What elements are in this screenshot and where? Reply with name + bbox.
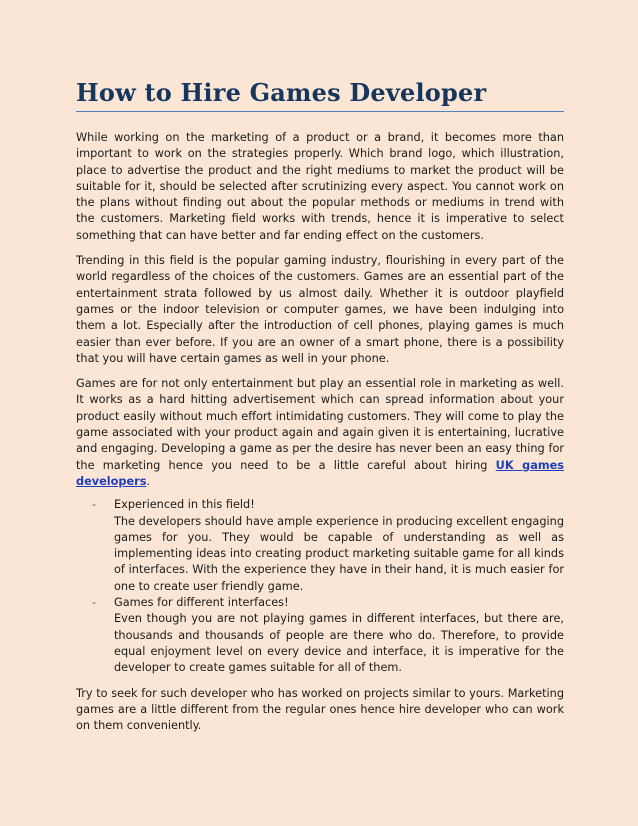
uk-games-developers-link[interactable]: UK games developers — [76, 458, 565, 488]
paragraph-1: While working on the marketing of a product or a brand, it becomes more than important to work on the strategies properly. Which brand logo, which illustration, place to advertise the product and the right mediums to market the product will be suitable for it, should be selected after scrutinizing every aspect. You cannot work on the plans without finding out about the popular methods or mediums in trend with the customers. Marketing field works with trends, hence it is imperative to select something that can have better and far ending effect on the customers. — [76, 131, 564, 242]
list-item-body: Even though you are not playing games in different interfaces, but there are, thousands and thousands of people are there who do. Therefore, to provide equal enjoyment level on every device and interface, it is imperative for the developer to create games suitable for all of them. — [114, 612, 564, 675]
paragraph-3-end: . — [146, 474, 151, 488]
paragraph-3-text: Games are for not only entertainment but play an essential role in marketing as well. It works as a hard hitting advertisement which can spread information about your product easily without much effort intimidating customers. They will come to play the game associated with your product again and again given it is entertaining, lucrative and engaging. Developing a game as per the desire has never been an easy thing for the marketing hence you need to be a little careful about hiring — [76, 377, 564, 472]
list-item — [76, 595, 564, 676]
requirements-list — [76, 497, 564, 676]
document-page — [76, 78, 564, 734]
paragraph-2: Trending in this field is the popular gaming industry, flourishing in every part of the world regardless of the choices of the customers. Games are an essential part of the entertainment strata followed by us almost daily. Whether it is outdoor playfield games or the indoor television or computer games, we have been indulging into them a lot. Especially after the introduction of cell phones, playing games is much easier than ever before. If you are an owner of a smart phone, there is a possibility that you will have certain games as well in your phone. — [76, 254, 564, 365]
list-item-body: The developers should have ample experience in producing excellent engaging games for you. They would be capable of understanding as well as implementing ideas into creating product marketing suitable game for all kinds of interfaces. With the experience they have in their hand, it is much easier for one to create user friendly game. — [114, 514, 564, 593]
document-title: How to Hire Games Developer — [76, 78, 564, 112]
list-item — [76, 497, 564, 595]
bullet-dash-icon: - — [92, 498, 96, 512]
paragraph-3 — [76, 376, 564, 490]
list-item-title: Experienced in this field! — [114, 498, 255, 512]
closing-paragraph: Try to seek for such developer who has worked on projects similar to yours. Marketing games are a little different from the regular ones hence hire developer who can work on them conveniently. — [76, 686, 564, 733]
list-item-title: Games for different interfaces! — [114, 596, 289, 610]
bullet-dash-icon: - — [92, 596, 96, 610]
